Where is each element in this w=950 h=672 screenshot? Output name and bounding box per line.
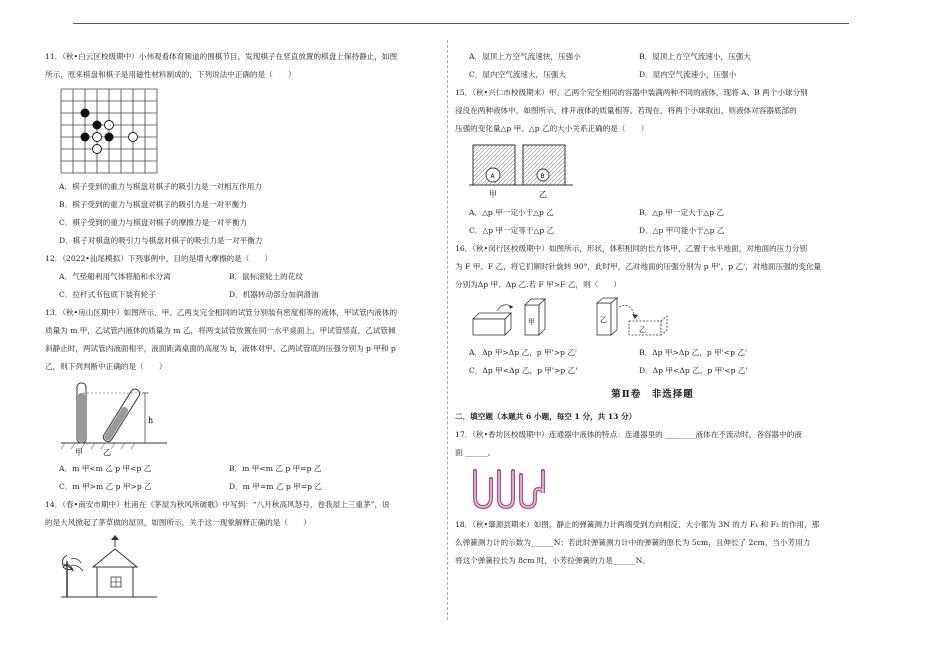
q15-option-b: B．△p 甲一定大于△p 乙 — [639, 208, 724, 217]
left-column — [45, 48, 440, 604]
q16-option-b: B．Δp 甲>Δp 乙，p 甲'<p 乙' — [639, 348, 748, 357]
q13-h-label: h — [148, 416, 154, 425]
q13-yi-label: 乙 — [103, 448, 111, 457]
q13-option-a: A．m 甲<m 乙 p 甲<p 乙 — [59, 464, 152, 473]
q18-line-1: 18．（秋•肇源县期末）如图，静止的弹簧测力计两端受到方向相反、大小都为 3N 的力 F₁ 和 F₂ 的作用，那 — [455, 520, 820, 529]
q13-line-3: 斜静止时，两试管内液面相平，液面距离桌面的高度为 h，液体对甲、乙两试管底的压强分别为 p 甲和 p — [45, 344, 396, 353]
q13-option-c: C．m 甲>m 乙 p 甲>p 乙 — [59, 482, 152, 491]
section-2-heading: 二．填空题（本题共 6 小题，每空 1 分，共 13 分） — [455, 412, 637, 421]
question-11 — [45, 48, 440, 250]
q15-option-c: C．△p 甲一定等于△p 乙 — [469, 226, 555, 235]
right-column — [455, 48, 850, 570]
q12-option-b: B．鼠标滚轮上的花纹 — [229, 272, 303, 281]
q18-line-3: 将这个弹簧拉长为 8cm 时，小芳拉弹簧的力是______N。 — [455, 556, 650, 565]
q12-option-c: C．拉杆式书包底下装有轮子 — [59, 290, 156, 299]
q15-line-3: 压强的变化量△p 甲、△p 乙的大小关系正确的是（ ） — [455, 124, 649, 133]
q14-option-b: B．屋顶上方空气流速小，压强大 — [639, 52, 751, 61]
q12-option-d: D．机器转动部分加润滑油 — [229, 290, 319, 299]
question-13 — [45, 304, 440, 496]
question-17 — [455, 426, 850, 513]
q16-jia-label: 甲 — [528, 318, 535, 326]
q13-line-4: 乙，则下列判断中正确的是（ ） — [45, 362, 167, 371]
q11-line-2: 所示，原来棋盘和棋子是用磁性材料制成的，下列说法中正确的是（ ） — [45, 70, 296, 79]
q17-line-1: 17．（秋•香坊区校级期中）连通器中液体的特点：连通器里的 ________液体在不流动时，各容器中的液 — [455, 430, 802, 439]
q12-line-1: 12．（2022•汕尾模拟）下列事例中，目的是增大摩擦的是（ ） — [45, 254, 273, 263]
question-14 — [45, 496, 440, 601]
q11-line-1: 11．（秋•白云区校级期中）小伟观看体育频道的围棋节目，发现棋子在竖直放置的棋盘上保持静止，如图 — [45, 52, 398, 61]
q15-line-2: 浸没在两种液体中，如图所示，排开液体的质量相等。若现在，将两个小球取出，则液体对容器底部的 — [455, 106, 797, 115]
question-16 — [455, 240, 850, 380]
q16-yi-label-2: 乙 — [639, 326, 646, 334]
q16-line-1: 16．（秋•闵行区校级期中）如图所示，形状，体积相同的长方体甲，乙置于水平地面，对地面的压力分别 — [455, 244, 808, 253]
q14-option-d: D．屋内空气流速小，压强小 — [639, 70, 737, 79]
question-14-options — [455, 48, 850, 84]
q16-option-d: D．Δp 甲<Δp 乙，p 甲'<p 乙' — [639, 366, 748, 375]
q14-line-2: 的是大风掀起了茅草做的屋顶，如图所示，关于这一现象解释正确的是（ ） — [45, 518, 311, 527]
column-divider — [447, 40, 448, 620]
section-2-title: 第Ⅱ卷 非选择题 — [611, 389, 694, 400]
q13-jia-label: 甲 — [75, 448, 83, 457]
q14-option-c: C．屋内空气流速大，压强大 — [469, 70, 566, 79]
q13-line-2: 质量为 m 甲，乙试管内液体的质量为 m 乙，将两支试管放置在同一水平桌面上，甲试管竖直，乙试管倾 — [45, 326, 396, 335]
q15-ball-a-label: A — [490, 173, 495, 180]
q13-option-b: B．m 甲<m 乙 p 甲=p 乙 — [229, 464, 322, 473]
q11-option-a: A．棋子受到的重力与棋盘对棋子的吸引力是一对相互作用力 — [59, 182, 262, 191]
q14-line-1: 14．（春•南安市期中）杜甫在《茅屋为秋风所破歌》中写到：“八月秋高风怒号，卷我屋上三重茅”，说 — [45, 500, 390, 509]
connected-vessels-figure — [469, 465, 559, 513]
house-wind-figure — [59, 535, 159, 601]
q13-option-d: D．m 甲=m 乙 p 甲=p 乙 — [229, 482, 322, 491]
q16-yi-label-1: 乙 — [600, 316, 607, 324]
go-board-figure — [59, 87, 159, 175]
q16-option-a: A．Δp 甲>Δp 乙，p 甲'>p 乙' — [469, 348, 578, 357]
question-15 — [455, 84, 850, 240]
question-18 — [455, 516, 850, 570]
q11-option-b: B．棋子受到的重力与棋盘对棋子的吸引力是一对平衡力 — [59, 200, 247, 209]
q17-line-2: 面 ______。 — [455, 448, 496, 457]
q11-option-d: D．棋子对棋盘的吸引力与棋盘对棋子的吸引力是一对平衡力 — [59, 236, 263, 245]
blocks-figure — [469, 297, 669, 341]
q15-jia-label: 甲 — [489, 190, 497, 199]
q16-line-2: 为 F 甲、F 乙，将它们顺时针旋转 90°，此时甲，乙对地面的压强分别为 p 甲'，p 乙'，对地面压强的变化量 — [455, 262, 822, 271]
q16-line-3: 分别为Δp 甲、Δp 乙.若 F 甲>F 乙，则（ ） — [455, 280, 621, 289]
q15-option-a: A．△p 甲一定小于△p 乙 — [469, 208, 554, 217]
header-rule — [73, 23, 849, 24]
q15-line-1: 15．（秋•兴仁市校级期末）甲、乙两个完全相同的容器中装满两种不同的液体，现将 A、B 两个小球分别 — [455, 88, 808, 97]
q13-line-1: 13．（秋•房山区期中）如图所示，甲、乙两支完全相同的试管分别装有密度相等的液体，甲试管内液体的 — [45, 308, 398, 317]
q14-option-a: A．屋顶上方空气流速快，压强小 — [469, 52, 581, 61]
containers-figure — [469, 141, 579, 201]
q15-ball-b-label: B — [540, 173, 545, 180]
q15-yi-label: 乙 — [539, 190, 547, 199]
test-tubes-figure — [59, 379, 171, 457]
q11-option-c: C．棋子受到的重力与棋盘对棋子的摩擦力是一对平衡力 — [59, 218, 248, 227]
question-12 — [45, 250, 440, 304]
q12-option-a: A．气垫船利用气体将船和水分离 — [59, 272, 171, 281]
q18-line-2: 么弹簧测力计的示数为______N；若此时弹簧测力计中的弹簧的原长为 5cm，且伸长了 2cm，当小芳用力 — [455, 538, 811, 547]
q16-option-c: C．Δp 甲<Δp 乙，p 甲'>p 乙' — [469, 366, 578, 375]
q15-option-d: D．△p 甲可能小于△p 乙 — [639, 226, 725, 235]
